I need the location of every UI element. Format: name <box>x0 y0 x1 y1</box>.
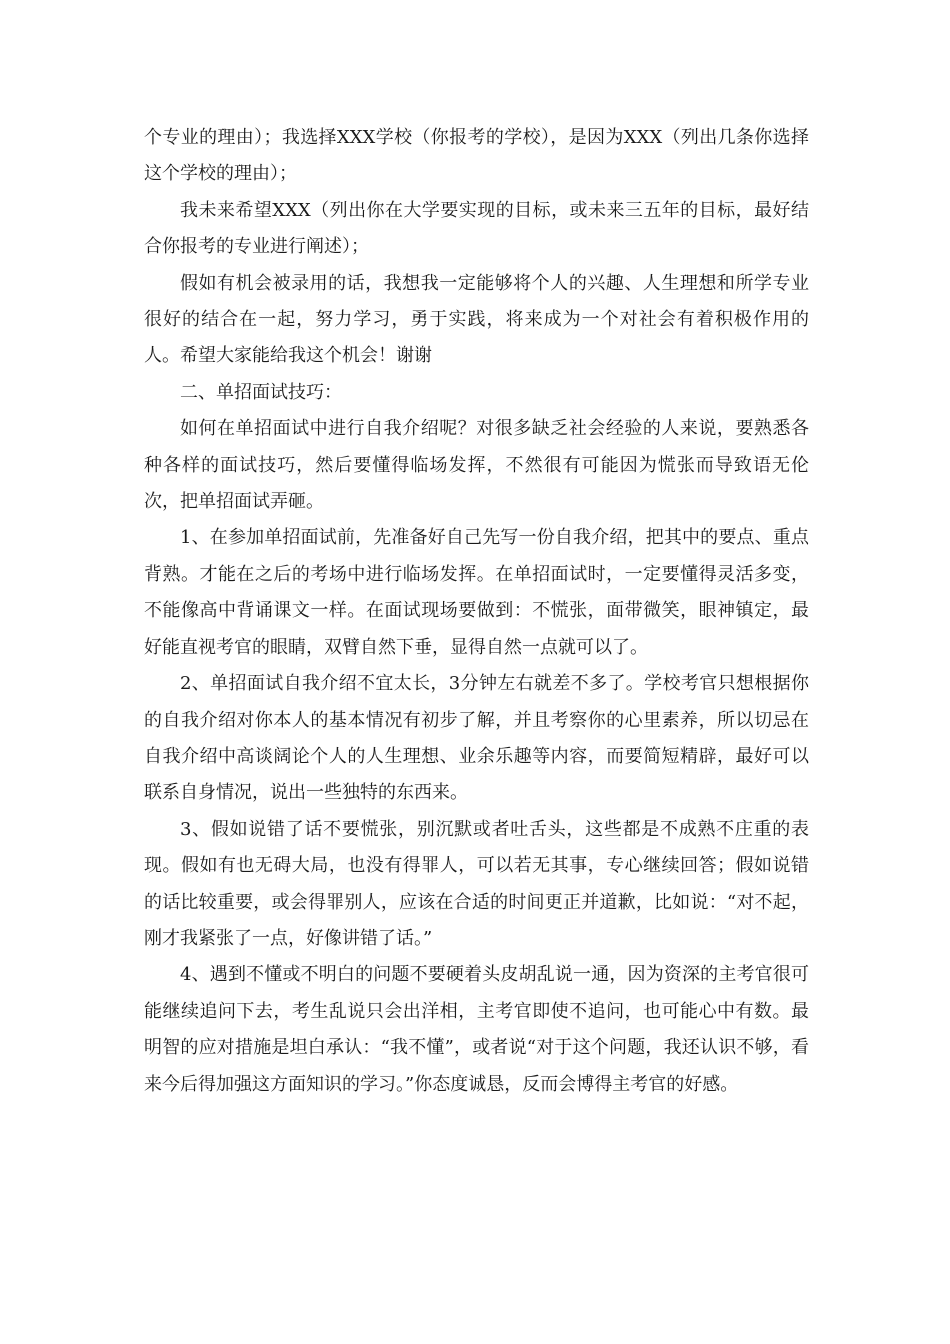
paragraph-continuation: 个专业的理由）；我选择XXX学校（你报考的学校），是因为XXX（列出几条你选择这个学校的理由）； <box>144 127 809 185</box>
paragraph-future-goals: 我未来希望XXX（列出你在大学要实现的目标，或未来三五年的目标，最好结合你报考的专业进行阐述）； <box>144 199 809 258</box>
section-heading-interview-tips: 二、单招面试技巧： <box>180 381 342 403</box>
paragraph-tip-3: 3、假如说错了话不要慌张，别沉默或者吐舌头，这些都是不成熟不庄重的表现。假如有也无碍大局，也没有得罪人，可以若无其事，专心继续回答；假如说错的话比较重要，或会得罪别人，应该在合适的时间更正并道歉，比如说：“对不起，刚才我紧张了一点，好像讲错了话。” <box>144 818 809 949</box>
document-body <box>144 120 809 1103</box>
paragraph-tip-2: 2、单招面试自我介绍不宜太长，3分钟左右就差不多了。学校考官只想根据你的自我介绍对你本人的基本情况有初步了解，并且考察你的心里素养，所以切忌在自我介绍中高谈阔论个人的人生理想、业余乐趣等内容，而要简短精辟，最好可以联系自身情况，说出一些独特的东西来。 <box>144 673 809 804</box>
paragraph-tip-1: 1、在参加单招面试前，先准备好自己先写一份自我介绍，把其中的要点、重点背熟。才能在之后的考场中进行临场发挥。在单招面试时，一定要懂得灵活多变，不能像高中背诵课文一样。在面试现场要做到：不慌张，面带微笑，眼神镇定，最好能直视考官的眼睛，双臂自然下垂，显得自然一点就可以了。 <box>144 527 809 658</box>
paragraph-intro-tips: 如何在单招面试中进行自我介绍呢？对很多缺乏社会经验的人来说，要熟悉各种各样的面试技巧，然后要懂得临场发挥，不然很有可能因为慌张而导致语无伦次，把单招面试弄砸。 <box>144 418 809 513</box>
paragraph-closing: 假如有机会被录用的话，我想我一定能够将个人的兴趣、人生理想和所学专业很好的结合在一起，努力学习，勇于实践，将来成为一个对社会有着积极作用的人。希望大家能给我这个机会！谢谢 <box>144 272 809 367</box>
paragraph-tip-4: 4、遇到不懂或不明白的问题不要硬着头皮胡乱说一通，因为资深的主考官很可能继续追问下去，考生乱说只会出洋相，主考官即使不追问，也可能心中有数。最明智的应对措施是坦白承认：“我不懂”，或者说“对于这个问题，我还认识不够，看来今后得加强这方面知识的学习。”你态度诚恳，反而会博得主考官的好感。 <box>144 964 809 1095</box>
